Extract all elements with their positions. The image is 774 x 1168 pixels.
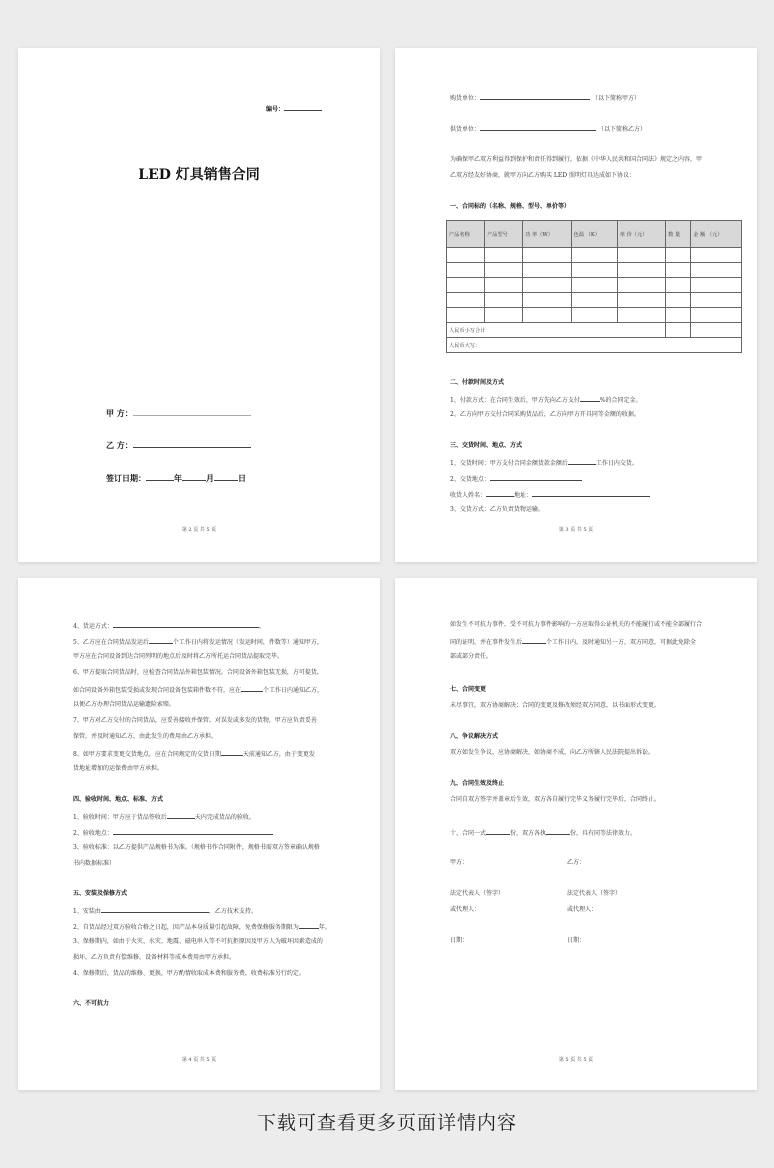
party-b-line: 乙 方：	[106, 440, 251, 450]
delivery-line-2: 2、交货地点：	[450, 474, 582, 484]
table-row	[447, 323, 742, 338]
text-line: 3、保修期内，如由于火灾、水灾、地震、磁电串入等不可抗拒原因及甲方人为破坏因素造成的	[73, 938, 323, 945]
table-header: 功 率（W）	[523, 221, 571, 248]
table-header: 数 量	[666, 221, 691, 248]
page-footer: 第 2 页 共 5 页	[181, 527, 217, 533]
product-table	[446, 220, 742, 353]
text-line: 6、甲方提取合同货品时，应检查合同货品外箱包装情况。合同设备外箱包装无损，方可提货，	[73, 669, 323, 676]
text-line: 部或部分责任。	[450, 653, 493, 660]
text-line: 合同自双方签字并盖章后生效，双方各自履行完毕义务履行完毕后，合同终止。	[450, 796, 661, 803]
text-line: 以便乙方办理合同货品运输遗险索赔。	[73, 701, 176, 708]
table-row	[447, 338, 742, 353]
text-line: 甲方应在合同设备到达合同列明的地点后及时将乙方所托运合同货品提取完毕。	[73, 653, 284, 660]
rep-a-label: 法定代表人（签字）	[450, 890, 505, 897]
date-a-label: 日期：	[450, 937, 469, 944]
table-header: 产品型号	[485, 221, 523, 248]
section-1-title: 一、合同标的（名称、规格、型号、单价等）	[450, 203, 571, 210]
rep-b-label: 法定代表人（签字）	[567, 890, 622, 897]
agent-b-label: 或代理人：	[567, 906, 598, 913]
text-line: 1、安装由 ，乙方技术支持。	[73, 908, 257, 915]
section-2-title: 二、付款时间及方式	[450, 379, 505, 386]
section-3-title: 三、交货时间、地点、方式	[450, 442, 523, 449]
agent-a-label: 或代理人：	[450, 906, 481, 913]
table-row	[447, 293, 742, 308]
intro-text-2: 乙双方经友好协商，就甲方向乙方购买 LED 照明灯具达成如下协议：	[450, 172, 635, 179]
section-9-title: 九、合同生效及终止	[450, 780, 505, 787]
text-line: 7、甲方对乙方交付的合同货品，应妥善接收并保管。对误发或多发的货物，甲方应负责妥善	[73, 717, 317, 724]
intro-text-1: 为确保甲乙双方利益得到保护和责任得到履行，依据《中华人民共和国合同法》规定之内容，甲	[450, 156, 703, 163]
delivery-line-3: 收货人姓名： 地址：	[450, 490, 650, 500]
contract-title: LED 灯具销售合同	[138, 167, 260, 183]
buyer-line: 购货单位： （以下简称甲方）	[450, 95, 640, 102]
payment-line-1: 1、付款方式：在合同生效后，甲方先向乙方支付 %的合同定金。	[450, 397, 642, 404]
section-5-title: 五、安装及保修方式	[73, 890, 128, 897]
table-row	[447, 248, 742, 263]
text-line: 未尽事宜，双方协商解决；合同的变更及修改须经双方同意，以书面形式变更。	[450, 702, 661, 709]
total-small-cell: 人民币小写合计	[447, 323, 666, 338]
seller-line: 供货单位： （以下简称乙方）	[450, 126, 646, 133]
table-row	[447, 278, 742, 293]
text-line: 如合同设备外箱包装受损或发现合同设备包装箱件数不符，应在 个工作日内通知乙方，	[73, 687, 324, 694]
delivery-line-1: 1、交货时间：甲方支付合同金额货款金额后 工作日内交货。	[450, 460, 638, 467]
page-footer: 第 3 页 共 5 页	[558, 527, 594, 533]
text-line: 4、保修期后，货品的维修、更换，甲方酌情收取成本费和服务费，收费标准另行约定。	[73, 970, 305, 977]
date-b-label: 日期：	[567, 937, 586, 944]
payment-line-2: 2、乙方向甲方交付合同采购货品后，乙方向甲方开具同等金额的收据。	[450, 411, 640, 418]
party-a-line: 甲 方：	[106, 408, 251, 418]
section-10-line: 十、合同一式 份，双方各执 份，具有同等法律效力。	[450, 830, 637, 837]
text-line: 保管，并及时通知乙方，由此发生的费用由乙方承担。	[73, 733, 218, 740]
party-b-label: 乙方：	[567, 859, 586, 866]
contract-number: 编号：	[266, 104, 322, 114]
table-header: 色温 （K）	[571, 221, 617, 248]
text-line: 同的证明，并在事件发生后 个工作日内，及时通知另一方，双方同意，可据此免除全	[450, 639, 697, 646]
text-line: 书内数据标准）	[73, 860, 116, 867]
page-terms-2	[18, 578, 380, 1090]
text-line: 双方如发生争议，应协商解决，如协商不成，向乙方所辖人民法院提出诉讼。	[450, 749, 655, 756]
section-7-title: 七、合同变更	[450, 686, 487, 693]
table-row	[447, 263, 742, 278]
page-footer: 第 5 页 共 5 页	[558, 1057, 594, 1063]
party-a-label: 甲方：	[450, 859, 469, 866]
text-line: 5、乙方应在合同货品发运后 个工作日内将发运情况（发运时间，件数等）通知甲方，	[73, 639, 323, 646]
text-line: 如发生不可抗力事件，受不可抗力事件影响的一方应取得公证机关的不能履行或不能全部履行合	[450, 621, 703, 628]
text-line: 1、验收时间：甲方应于货品签收后 天内完成货品的验收。	[73, 814, 255, 821]
section-8-title: 八、争议解决方式	[450, 733, 499, 740]
text-line: 4、货运方式： 。	[73, 623, 265, 630]
text-line: 3、验收标准：以乙方提供产品规格书为准。（规格书作合同附件，规格书需双方签章确认规格	[73, 844, 320, 851]
text-line: 2、验收地点：	[73, 828, 273, 838]
sign-date-line: 签订日期： 年 月 日	[106, 473, 246, 483]
page-cover	[18, 48, 380, 562]
text-line: 损坏，乙方负责有偿维修，设备材料等成本费用由甲方承担。	[73, 954, 236, 961]
table-row	[447, 308, 742, 323]
page-terms-1	[395, 48, 757, 562]
page-footer: 第 4 页 共 5 页	[181, 1057, 217, 1063]
table-header: 产品名称	[447, 221, 485, 248]
text-line: 8、如甲方要求变更交货地点，应在合同规定的交货日期 天前通知乙方，由于变更发	[73, 751, 315, 758]
text-line: 2、自货品经过双方验收合格之日起，因产品本身质量引起故障，免费保修服务期限为 年。	[73, 924, 331, 931]
section-4-title: 四、验收时间、地点、标准、方式	[73, 796, 164, 803]
page-terms-3	[395, 578, 757, 1090]
section-6-title: 六、不可抗力	[73, 1000, 110, 1007]
total-large-cell: 人民币大写：	[447, 338, 742, 353]
table-header: 单 价（元）	[617, 221, 665, 248]
delivery-line-4: 3、交货方式：乙方负责货物运输。	[450, 506, 544, 513]
text-line: 货地址增加的运保费由甲方承担。	[73, 765, 164, 772]
download-more-caption: 下载可查看更多页面详情内容	[256, 1112, 517, 1134]
table-header: 金 额 （元）	[691, 221, 742, 248]
